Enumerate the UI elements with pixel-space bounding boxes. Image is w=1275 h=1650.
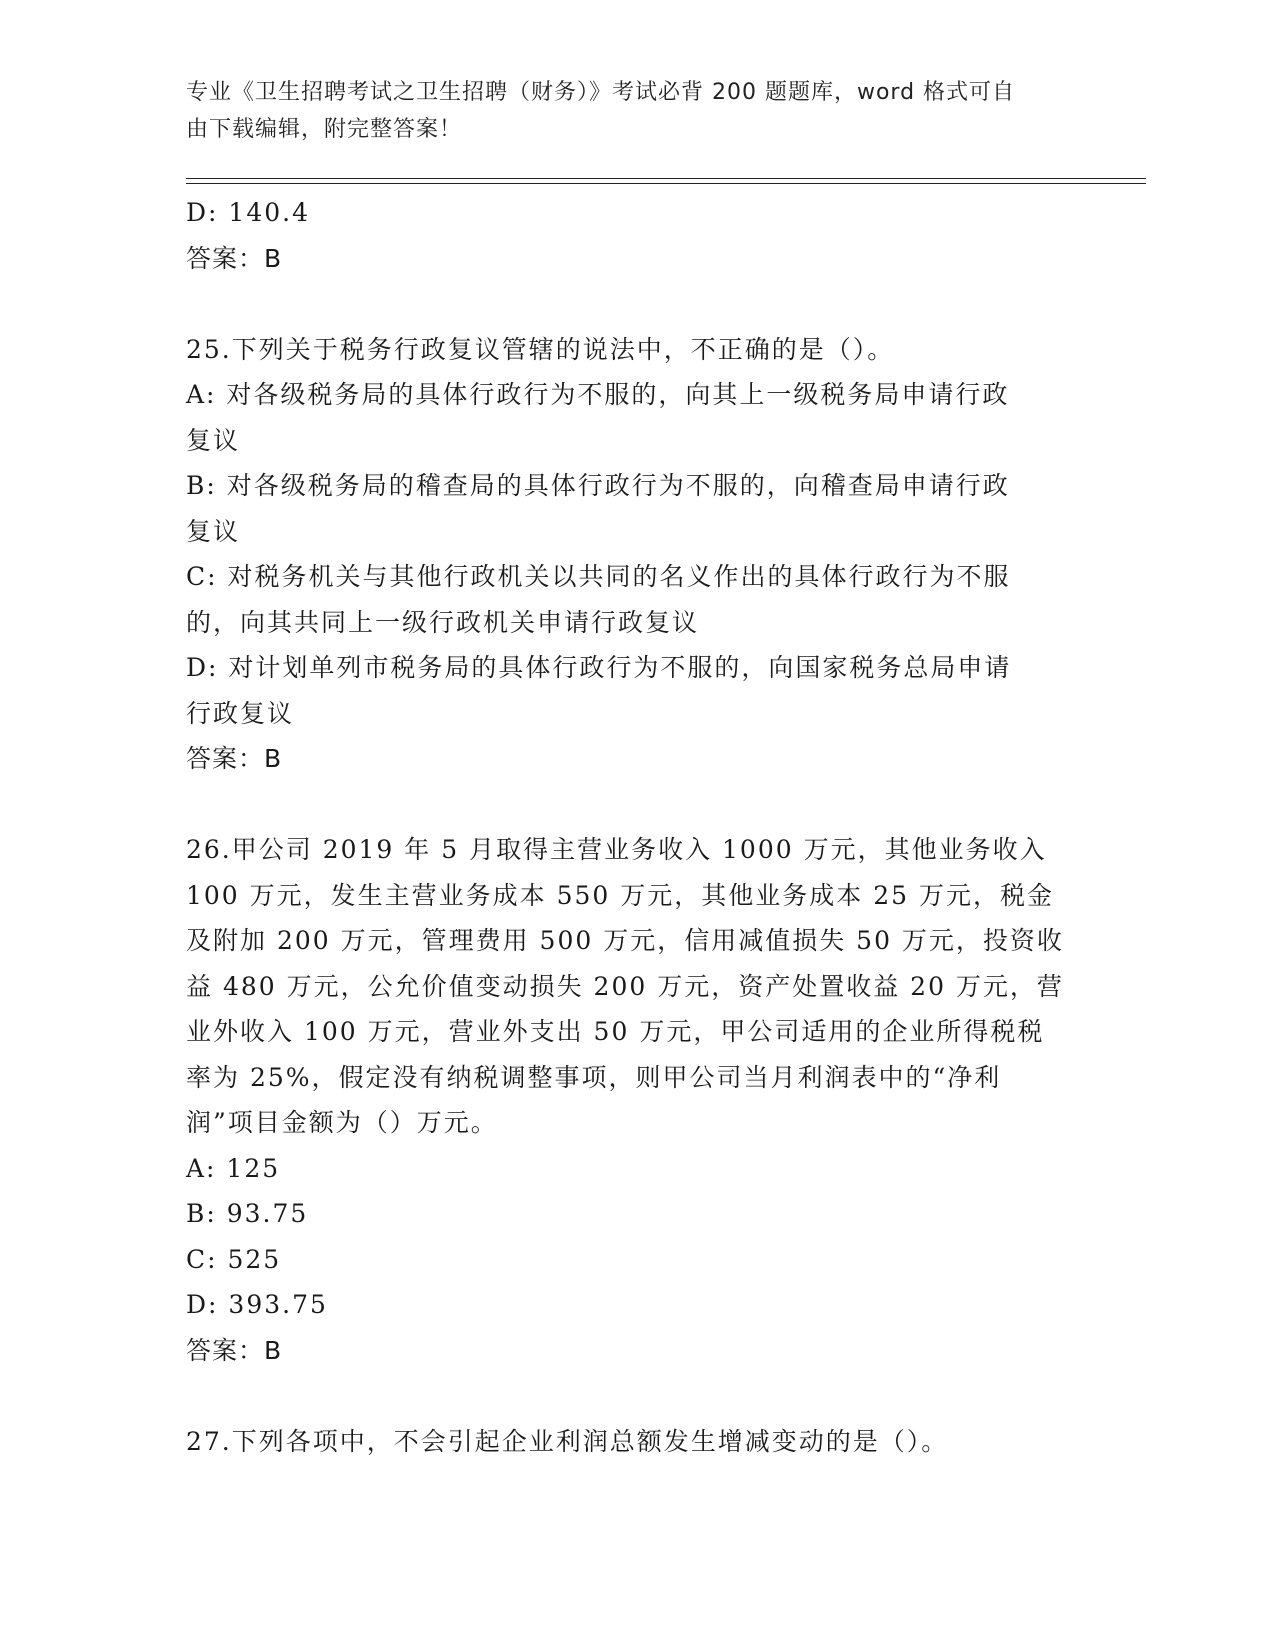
question-27 (186, 1419, 1086, 1465)
option-a-line-2: 复议 (186, 425, 241, 455)
option-b-line-1: B: 对各级税务局的稽查局的具体行政行为不服的，向稽查局申请行政 (186, 471, 1010, 500)
question-line-1: 26.甲公司 2019 年 5 月取得主营业务收入 1000 万元，其他业务收入 (186, 835, 1047, 864)
option-b-line-2: 复议 (186, 516, 241, 546)
question-line-2: 100 万元，发生主营业务成本 550 万元，其他业务成本 25 万元，税金 (186, 880, 1054, 910)
question-26 (186, 827, 1086, 1373)
question-line-7: 润”项目金额为（）万元。 (186, 1108, 498, 1137)
option-d: D: 393.75 (186, 1290, 328, 1319)
option-b: B: 93.75 (186, 1199, 309, 1228)
question-line-4: 益 480 万元，公允价值变动损失 200 万元，资产处置收益 20 万元，营 (186, 971, 1064, 1001)
prev-option-d: D: 140.4 (186, 198, 310, 227)
option-c-line-1: C: 对税务机关与其他行政机关以共同的名义作出的具体行政行为不服 (186, 562, 1011, 591)
question-title: 27.下列各项中，不会引起企业利润总额发生增减变动的是（）。 (186, 1426, 949, 1456)
question-25 (186, 327, 1086, 782)
header-line-2: 由下载编辑，附完整答案！ (186, 117, 463, 142)
spacer (186, 281, 1086, 327)
option-c: C: 525 (186, 1244, 282, 1274)
answer: 答案：B (186, 744, 283, 773)
option-a-line-1: A: 对各级税务局的具体行政行为不服的，向其上一级税务局申请行政 (186, 380, 1010, 409)
option-a: A: 125 (186, 1153, 281, 1183)
option-d-line-2: 行政复议 (186, 698, 295, 728)
spacer (186, 1373, 1086, 1419)
question-line-3: 及附加 200 万元，管理费用 500 万元，信用减值损失 50 万元，投资收 (186, 926, 1064, 955)
spacer (186, 782, 1086, 828)
answer: 答案：B (186, 1335, 283, 1365)
header-rule-top (186, 178, 1146, 179)
question-title: 25.下列关于税务行政复议管辖的说法中，不正确的是（）。 (186, 334, 895, 364)
prev-answer: 答案：B (186, 243, 283, 273)
question-line-5: 业外收入 100 万元，营业外支出 50 万元，甲公司适用的企业所得税税 (186, 1017, 1045, 1046)
header-rule-bottom (186, 183, 1146, 184)
option-c-line-2: 的，向其共同上一级行政机关申请行政复议 (186, 607, 700, 637)
document-body (186, 190, 1086, 1464)
option-d-line-1: D: 对计划单列市税务局的具体行政行为不服的，向国家税务总局申请 (186, 653, 1012, 682)
header-line-1: 专业《卫生招聘考试之卫生招聘（财务）》考试必背 200 题题库，word 格式可自 (186, 80, 1016, 105)
document-header (186, 74, 1066, 148)
question-line-6: 率为 25%，假定没有纳税调整事项，则甲公司当月利润表中的“净利 (186, 1062, 1002, 1092)
